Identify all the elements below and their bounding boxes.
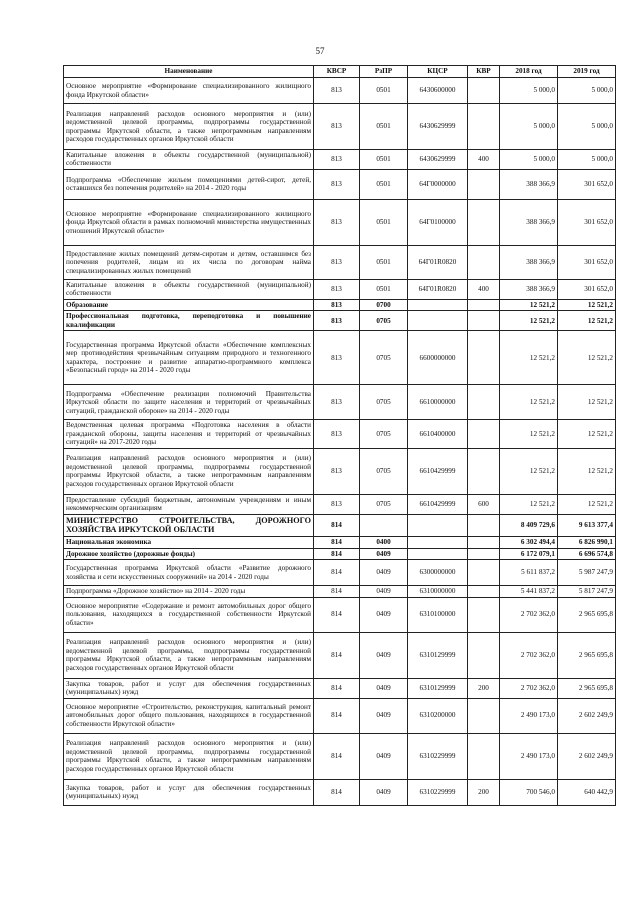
table-row xyxy=(64,199,616,245)
row-name: Основное мероприятие «Формирование специализированного жилищного фонда Иркутской области в рамках полномочий министерства имущественных отношений Иркутской области» xyxy=(64,199,314,245)
row-name: Предоставление субсидий бюджетным, автономным учреждениям и иным некоммерческим организациям xyxy=(64,494,314,514)
row-rzpr: 0705 xyxy=(360,311,408,331)
row-kvsr: 813 xyxy=(314,169,360,199)
row-rzpr: 0705 xyxy=(360,385,408,420)
row-value-2018: 6 302 494,4 xyxy=(500,537,558,548)
row-kvsr: 813 xyxy=(314,78,360,104)
row-kcsr: 64Г0000000 xyxy=(408,169,468,199)
row-rzpr: 0400 xyxy=(360,537,408,548)
row-value-2019: 5 817 247,9 xyxy=(558,586,616,597)
row-value-2018: 2 702 362,0 xyxy=(500,632,558,678)
row-value-2019: 5 987 247,9 xyxy=(558,560,616,586)
row-rzpr: 0409 xyxy=(360,632,408,678)
row-value-2019: 2 965 695,8 xyxy=(558,632,616,678)
row-rzpr: 0501 xyxy=(360,279,408,299)
row-kvr xyxy=(468,514,500,536)
row-value-2019: 12 521,2 xyxy=(558,299,616,310)
row-kvsr: 813 xyxy=(314,245,360,279)
row-value-2019: 301 652,0 xyxy=(558,245,616,279)
table-row xyxy=(64,733,616,779)
row-kvsr: 813 xyxy=(314,494,360,514)
row-kvr xyxy=(468,199,500,245)
row-name: Реализация направлений расходов основного мероприятия и (или) ведомственной целевой программы, подпрограммы государственной программы Иркутской области, а также непрограммным направлениям расходов государственных органов Иркутской области xyxy=(64,632,314,678)
row-rzpr: 0409 xyxy=(360,678,408,698)
row-name: Государственная программа Иркутской области «Обеспечение комплексных мер противодействия чрезвычайным ситуациям природного и техногенного характера, построение и развитие аппаратно-программного комплекса «Безопасный город» на 2014 - 2020 годы xyxy=(64,331,314,385)
row-kvsr: 813 xyxy=(314,420,360,448)
row-kvr xyxy=(468,586,500,597)
row-rzpr: 0409 xyxy=(360,586,408,597)
row-kvsr: 813 xyxy=(314,331,360,385)
row-kvr xyxy=(468,537,500,548)
row-kvsr: 814 xyxy=(314,597,360,632)
row-value-2018: 5 611 837,2 xyxy=(500,560,558,586)
row-kvsr: 814 xyxy=(314,779,360,805)
row-kvr xyxy=(468,385,500,420)
row-name: Реализация направлений расходов основного мероприятия и (или) ведомственной целевой программы, подпрограммы государственной программы Иркутской области, а также непрограммным направлениям расходов государственных органов Иркутской области xyxy=(64,104,314,150)
table-row xyxy=(64,299,616,310)
row-kcsr: 64Г01R0820 xyxy=(408,279,468,299)
row-value-2018: 5 000,0 xyxy=(500,150,558,170)
row-value-2018: 5 441 837,2 xyxy=(500,586,558,597)
row-value-2019: 2 965 695,8 xyxy=(558,678,616,698)
row-name: МИНИСТЕРСТВО СТРОИТЕЛЬСТВА, ДОРОЖНОГО ХОЗЯЙСТВА ИРКУТСКОЙ ОБЛАСТИ xyxy=(64,514,314,536)
row-kvr xyxy=(468,597,500,632)
table-row xyxy=(64,494,616,514)
row-name: Предоставление жилых помещений детям-сиротам и детям, оставшимся без попечения родителей, лицам из их числа по договорам найма специализированных жилых помещений xyxy=(64,245,314,279)
table-row xyxy=(64,78,616,104)
row-kcsr xyxy=(408,514,468,536)
row-rzpr: 0501 xyxy=(360,104,408,150)
row-name: Государственная программа Иркутской области «Развитие дорожного хозяйства и сети искусственных сооружений» на 2014 - 2020 годы xyxy=(64,560,314,586)
row-value-2019: 12 521,2 xyxy=(558,311,616,331)
row-kvsr: 814 xyxy=(314,537,360,548)
row-kvsr: 814 xyxy=(314,698,360,733)
row-rzpr: 0501 xyxy=(360,199,408,245)
table-row xyxy=(64,448,616,494)
row-kvr xyxy=(468,733,500,779)
row-kvr: 400 xyxy=(468,279,500,299)
row-rzpr: 0501 xyxy=(360,245,408,279)
row-value-2019: 2 965 695,8 xyxy=(558,597,616,632)
row-kvsr: 813 xyxy=(314,279,360,299)
row-kvsr: 814 xyxy=(314,548,360,559)
row-value-2019: 5 000,0 xyxy=(558,104,616,150)
row-rzpr: 0705 xyxy=(360,331,408,385)
row-rzpr: 0705 xyxy=(360,420,408,448)
row-value-2019: 640 442,9 xyxy=(558,779,616,805)
row-name: Капитальные вложения в объекты государственной (муниципальной) собственности xyxy=(64,150,314,170)
table-row xyxy=(64,537,616,548)
row-kvsr: 813 xyxy=(314,104,360,150)
row-kcsr: 6310129999 xyxy=(408,632,468,678)
table-row xyxy=(64,514,616,536)
row-kcsr: 6310000000 xyxy=(408,586,468,597)
row-kcsr: 6610400000 xyxy=(408,420,468,448)
row-value-2018: 2 490 173,0 xyxy=(500,698,558,733)
table-row xyxy=(64,597,616,632)
row-kcsr xyxy=(408,548,468,559)
header-2018: 2018 год xyxy=(500,66,558,78)
budget-table xyxy=(63,65,616,806)
table-row xyxy=(64,311,616,331)
row-rzpr: 0409 xyxy=(360,779,408,805)
row-value-2018: 388 366,9 xyxy=(500,279,558,299)
row-rzpr: 0409 xyxy=(360,733,408,779)
table-row xyxy=(64,779,616,805)
row-kvr: 200 xyxy=(468,678,500,698)
row-kcsr xyxy=(408,537,468,548)
row-kvr xyxy=(468,78,500,104)
row-value-2018: 5 000,0 xyxy=(500,104,558,150)
row-kcsr: 6430629999 xyxy=(408,104,468,150)
row-kvsr: 813 xyxy=(314,311,360,331)
row-kvr xyxy=(468,299,500,310)
row-kcsr: 6600000000 xyxy=(408,331,468,385)
row-value-2018: 2 702 362,0 xyxy=(500,678,558,698)
row-value-2019: 301 652,0 xyxy=(558,169,616,199)
row-kvr xyxy=(468,698,500,733)
row-kcsr: 6610429999 xyxy=(408,494,468,514)
row-rzpr: 0705 xyxy=(360,494,408,514)
row-rzpr: 0501 xyxy=(360,78,408,104)
row-value-2019: 301 652,0 xyxy=(558,279,616,299)
row-name: Подпрограмма «Дорожное хозяйство» на 2014 - 2020 годы xyxy=(64,586,314,597)
row-value-2018: 12 521,2 xyxy=(500,331,558,385)
row-name: Подпрограмма «Обеспечение жильем помещениями детей-сирот, детей, оставшихся без попечения родителей» на 2014 - 2020 годы xyxy=(64,169,314,199)
row-value-2019: 12 521,2 xyxy=(558,331,616,385)
row-value-2019: 6 826 990,1 xyxy=(558,537,616,548)
row-kvsr: 813 xyxy=(314,299,360,310)
table-row xyxy=(64,560,616,586)
table-row xyxy=(64,420,616,448)
row-kcsr: 6310129999 xyxy=(408,678,468,698)
row-value-2018: 5 000,0 xyxy=(500,78,558,104)
row-kcsr: 6610429999 xyxy=(408,448,468,494)
row-name: Закупка товаров, работ и услуг для обеспечения государственных (муниципальных) нужд xyxy=(64,678,314,698)
row-value-2018: 388 366,9 xyxy=(500,245,558,279)
row-kvr: 200 xyxy=(468,779,500,805)
row-kvsr: 814 xyxy=(314,586,360,597)
table-row xyxy=(64,150,616,170)
row-kvr xyxy=(468,245,500,279)
table-row xyxy=(64,678,616,698)
row-value-2018: 6 172 079,1 xyxy=(500,548,558,559)
row-rzpr: 0409 xyxy=(360,597,408,632)
row-value-2019: 9 613 377,4 xyxy=(558,514,616,536)
row-name: Реализация направлений расходов основного мероприятия и (или) ведомственной целевой программы, подпрограммы государственной программы Иркутской области, а также непрограммным направлениям расходов государственных органов Иркутской области xyxy=(64,448,314,494)
row-value-2019: 301 652,0 xyxy=(558,199,616,245)
row-rzpr: 0501 xyxy=(360,150,408,170)
row-value-2018: 12 521,2 xyxy=(500,385,558,420)
row-value-2019: 5 000,0 xyxy=(558,78,616,104)
header-name: Наименование xyxy=(64,66,314,78)
row-name: Подпрограмма «Обеспечение реализации полномочий Правительства Иркутской области по защите населения и территорий от чрезвычайных ситуаций, гражданской обороне» на 2014 - 2020 годы xyxy=(64,385,314,420)
row-name: Капитальные вложения в объекты государственной (муниципальной) собственности xyxy=(64,279,314,299)
row-kvsr: 814 xyxy=(314,560,360,586)
row-value-2018: 8 409 729,6 xyxy=(500,514,558,536)
row-kcsr: 6310100000 xyxy=(408,597,468,632)
table-header-row xyxy=(64,66,616,78)
table-row xyxy=(64,548,616,559)
row-kvr xyxy=(468,632,500,678)
row-kvr xyxy=(468,548,500,559)
row-value-2019: 5 000,0 xyxy=(558,150,616,170)
row-value-2018: 12 521,2 xyxy=(500,311,558,331)
row-kcsr: 6430629999 xyxy=(408,150,468,170)
row-kvr xyxy=(468,104,500,150)
row-kcsr: 6430600000 xyxy=(408,78,468,104)
table-row xyxy=(64,279,616,299)
row-rzpr: 0700 xyxy=(360,299,408,310)
row-value-2018: 2 702 362,0 xyxy=(500,597,558,632)
row-name: Основное мероприятие «Содержание и ремонт автомобильных дорог общего пользования, находящихся в государственной собственности Иркутской области» xyxy=(64,597,314,632)
row-name: Образование xyxy=(64,299,314,310)
row-name: Реализация направлений расходов основного мероприятия и (или) ведомственной целевой программы, подпрограммы государственной программы Иркутской области, а также непрограммным направлениям расходов государственных органов Иркутской области xyxy=(64,733,314,779)
row-name: Дорожное хозяйство (дорожные фонды) xyxy=(64,548,314,559)
row-value-2019: 12 521,2 xyxy=(558,448,616,494)
row-kcsr: 6300000000 xyxy=(408,560,468,586)
table-row xyxy=(64,104,616,150)
row-value-2018: 12 521,2 xyxy=(500,299,558,310)
row-kvsr: 813 xyxy=(314,385,360,420)
row-kcsr: 6310200000 xyxy=(408,698,468,733)
row-kcsr: 6310229999 xyxy=(408,733,468,779)
row-kcsr: 6310229999 xyxy=(408,779,468,805)
row-name: Закупка товаров, работ и услуг для обеспечения государственных (муниципальных) нужд xyxy=(64,779,314,805)
row-kcsr: 64Г01R0820 xyxy=(408,245,468,279)
row-rzpr: 0409 xyxy=(360,560,408,586)
header-2019: 2019 год xyxy=(558,66,616,78)
row-value-2018: 2 490 173,0 xyxy=(500,733,558,779)
table-row xyxy=(64,169,616,199)
row-kvsr: 813 xyxy=(314,199,360,245)
row-name: Национальная экономика xyxy=(64,537,314,548)
row-kcsr: 64Г0100000 xyxy=(408,199,468,245)
row-kvr: 400 xyxy=(468,150,500,170)
row-name: Основное мероприятие «Формирование специализированного жилищного фонда Иркутской области» xyxy=(64,78,314,104)
row-kvsr: 813 xyxy=(314,150,360,170)
row-value-2018: 12 521,2 xyxy=(500,494,558,514)
row-value-2018: 388 366,9 xyxy=(500,199,558,245)
row-value-2019: 12 521,2 xyxy=(558,494,616,514)
table-row xyxy=(64,632,616,678)
row-rzpr: 0409 xyxy=(360,548,408,559)
row-kvsr: 814 xyxy=(314,678,360,698)
page-number: 57 xyxy=(315,46,325,56)
row-rzpr: 0409 xyxy=(360,698,408,733)
row-rzpr xyxy=(360,514,408,536)
row-name: Ведомственная целевая программа «Подготовка населения в области гражданской обороны, защиты населения и территорий от чрезвычайных ситуаций» на 2017-2020 годы xyxy=(64,420,314,448)
row-kcsr xyxy=(408,311,468,331)
row-rzpr: 0705 xyxy=(360,448,408,494)
table-row xyxy=(64,331,616,385)
row-kvr xyxy=(468,169,500,199)
row-value-2018: 700 546,0 xyxy=(500,779,558,805)
row-kvr xyxy=(468,420,500,448)
row-value-2019: 12 521,2 xyxy=(558,420,616,448)
row-kvr xyxy=(468,311,500,331)
table-row xyxy=(64,385,616,420)
row-kcsr xyxy=(408,299,468,310)
table-row xyxy=(64,245,616,279)
row-kvr: 600 xyxy=(468,494,500,514)
row-value-2018: 388 366,9 xyxy=(500,169,558,199)
row-name: Основное мероприятие «Строительство, реконструкция, капитальный ремонт автомобильных дорог общего пользования, находящихся в государственной собственности Иркутской области» xyxy=(64,698,314,733)
row-value-2019: 2 602 249,9 xyxy=(558,733,616,779)
row-kcsr: 6610000000 xyxy=(408,385,468,420)
row-value-2018: 12 521,2 xyxy=(500,420,558,448)
row-name: Профессиональная подготовка, переподготовка и повышение квалификации xyxy=(64,311,314,331)
row-value-2019: 2 602 249,9 xyxy=(558,698,616,733)
row-kvsr: 813 xyxy=(314,448,360,494)
row-kvr xyxy=(468,560,500,586)
row-kvr xyxy=(468,331,500,385)
table-row xyxy=(64,698,616,733)
row-value-2018: 12 521,2 xyxy=(500,448,558,494)
header-kvr: КВР xyxy=(468,66,500,78)
row-kvsr: 814 xyxy=(314,733,360,779)
row-value-2019: 6 696 574,8 xyxy=(558,548,616,559)
row-value-2019: 12 521,2 xyxy=(558,385,616,420)
header-kvsr: КВСР xyxy=(314,66,360,78)
row-kvr xyxy=(468,448,500,494)
row-kvsr: 814 xyxy=(314,632,360,678)
row-kvsr: 814 xyxy=(314,514,360,536)
header-rzpr: РзПР xyxy=(360,66,408,78)
header-kcsr: КЦСР xyxy=(408,66,468,78)
row-rzpr: 0501 xyxy=(360,169,408,199)
table-row xyxy=(64,586,616,597)
